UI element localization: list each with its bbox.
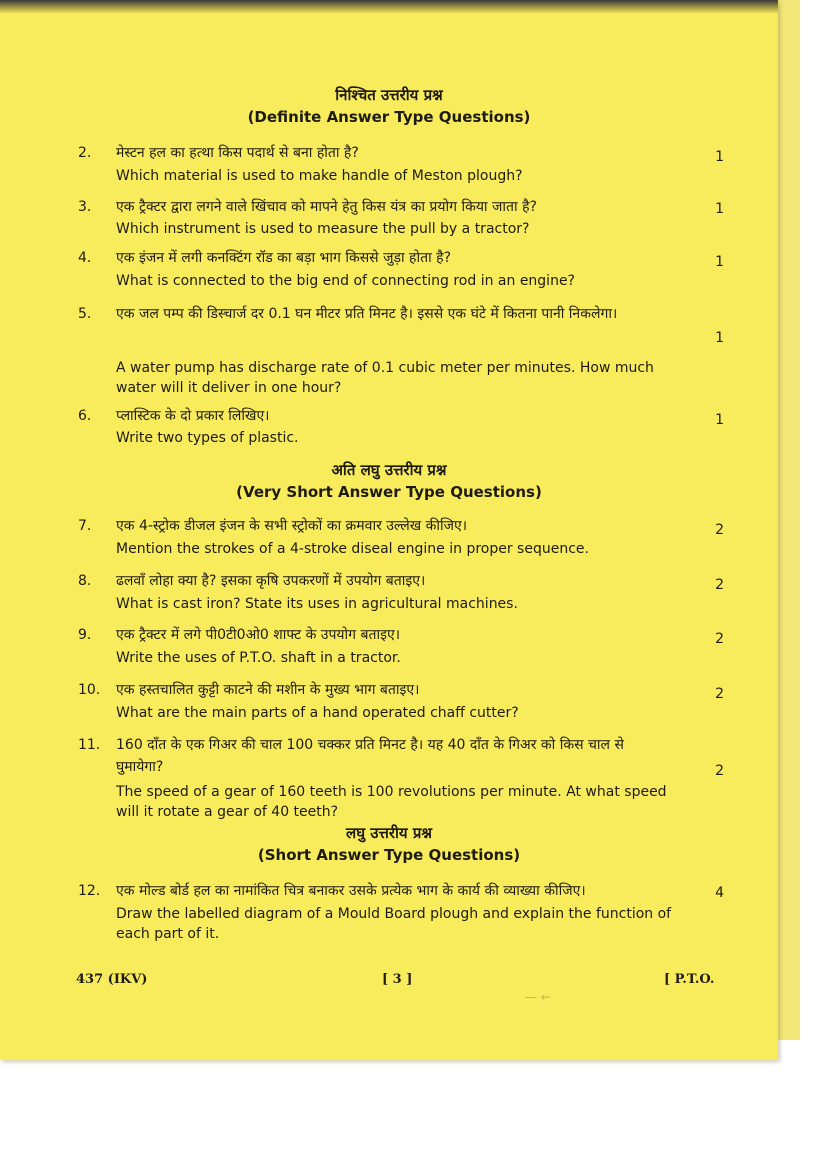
question-number: 7. <box>78 518 92 534</box>
question-number: 12. <box>78 883 101 899</box>
question-marks: 1 <box>715 201 724 217</box>
section-title-hindi: अति लघु उत्तरीय प्रश्न <box>331 461 447 479</box>
question-number: 4. <box>78 250 92 266</box>
pto-note: [ P.T.O. <box>664 972 715 987</box>
question-text-english: Write two types of plastic. <box>116 430 299 446</box>
question-marks: 2 <box>715 631 724 647</box>
section-definite-header <box>0 84 778 128</box>
question-text-english: What is connected to the big end of connecting rod in an engine? <box>116 273 575 289</box>
paper-code: 437 (IKV) <box>76 972 148 987</box>
question-marks: 1 <box>715 412 724 428</box>
section-title-hindi: लघु उत्तरीय प्रश्न <box>346 824 432 842</box>
question-text-english-line2: each part of it. <box>116 926 220 942</box>
question-marks: 1 <box>715 330 724 346</box>
pen-mark: — ← <box>525 990 551 1004</box>
question-text-hindi: प्लास्टिक के दो प्रकार लिखिए। <box>116 408 270 424</box>
question-text-english: What is cast iron? State its uses in agricultural machines. <box>116 596 518 612</box>
question-text-english: What are the main parts of a hand operated chaff cutter? <box>116 705 519 721</box>
question-number: 2. <box>78 145 92 161</box>
question-marks: 1 <box>715 254 724 270</box>
question-number: 11. <box>78 737 101 753</box>
section-short-header <box>0 822 778 866</box>
question-text-hindi-line2: घुमायेगा? <box>116 759 164 775</box>
question-marks: 2 <box>715 763 724 779</box>
question-text-english-line1: The speed of a gear of 160 teeth is 100 revolutions per minute. At what speed <box>116 784 667 800</box>
question-number: 5. <box>78 306 92 322</box>
question-text-hindi: एक इंजन में लगी कनक्टिंग रॉड का बड़ा भाग किससे जुड़ा होता है? <box>116 250 452 266</box>
question-text-hindi: एक 4-स्ट्रोक डीजल इंजन के सभी स्ट्रोकों का क्रमवार उल्लेख कीजिए। <box>116 518 468 534</box>
question-text-english-line2: water will it deliver in one hour? <box>116 380 342 396</box>
question-text-english-line1: A water pump has discharge rate of 0.1 cubic meter per minutes. How much <box>116 360 654 376</box>
question-text-english: Write the uses of P.T.O. shaft in a tractor. <box>116 650 401 666</box>
section-title-english: (Short Answer Type Questions) <box>257 846 521 864</box>
question-text-hindi: ढलवाँ लोहा क्या है? इसका कृषि उपकरणों में उपयोग बताइए। <box>116 573 426 589</box>
question-number: 6. <box>78 408 92 424</box>
question-text-hindi: एक ट्रैक्टर द्वारा लगने वाले खिंचाव को मापने हेतु किस यंत्र का प्रयोग किया जाता है? <box>116 199 537 215</box>
question-text-hindi: एक हस्तचालित कुट्टी काटने की मशीन के मुख्य भाग बताइए। <box>116 682 420 698</box>
section-title-hindi: निश्चित उत्तरीय प्रश्न <box>335 86 443 104</box>
question-text-english: Mention the strokes of a 4-stroke diseal engine in proper sequence. <box>116 541 589 557</box>
question-text-english-line2: will it rotate a gear of 40 teeth? <box>116 804 339 820</box>
section-title-english: (Very Short Answer Type Questions) <box>236 483 542 501</box>
question-text-hindi-line1: 160 दाँत के एक गिअर की चाल 100 चक्कर प्रति मिनट है। यह 40 दाँत के गिअर को किस चाल से <box>116 737 624 753</box>
question-text-hindi: एक जल पम्प की डिस्चार्ज दर 0.1 घन मीटर प्रति मिनट है। इससे एक घंटे में कितना पानी निकलेगा। <box>116 306 618 322</box>
question-text-english: Which material is used to make handle of Meston plough? <box>116 168 523 184</box>
question-text-hindi: मेस्टन हल का हत्था किस पदार्थ से बना होता है? <box>116 145 359 161</box>
page-top-shadow <box>0 0 778 14</box>
question-number: 8. <box>78 573 92 589</box>
page-number: [ 3 ] <box>382 972 413 987</box>
question-marks: 1 <box>715 149 724 165</box>
question-number: 10. <box>78 682 101 698</box>
question-number: 3. <box>78 199 92 215</box>
question-number: 9. <box>78 627 92 643</box>
question-text-english: Which instrument is used to measure the pull by a tractor? <box>116 221 530 237</box>
question-text-hindi: एक मोल्ड बोर्ड हल का नामांकित चित्र बनाकर उसके प्रत्येक भाग के कार्य की व्याख्या कीजिए। <box>116 883 586 899</box>
question-marks: 4 <box>715 885 724 901</box>
question-text-hindi: एक ट्रैक्टर में लगे पी0टी0ओ0 शाफ्ट के उपयोग बताइए। <box>116 627 401 643</box>
section-title-english: (Definite Answer Type Questions) <box>247 108 531 126</box>
question-marks: 2 <box>715 522 724 538</box>
section-very-short-header <box>0 459 778 503</box>
question-marks: 2 <box>715 686 724 702</box>
question-text-english-line1: Draw the labelled diagram of a Mould Board plough and explain the function of <box>116 906 672 922</box>
question-marks: 2 <box>715 577 724 593</box>
